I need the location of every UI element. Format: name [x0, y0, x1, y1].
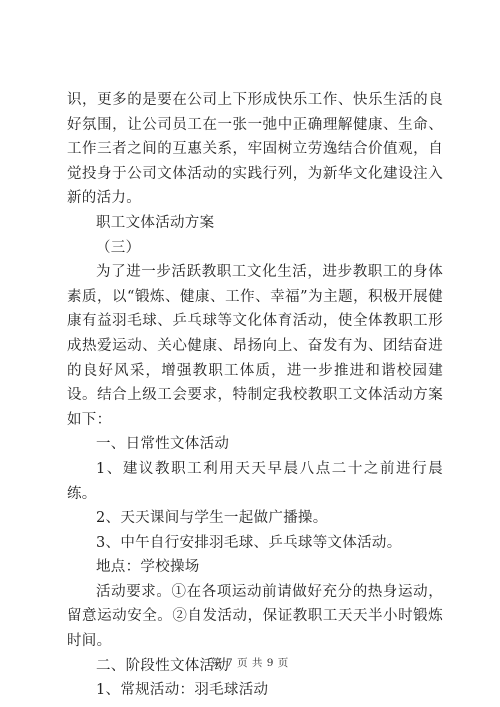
heading-daily-activities: 一、日常性文体活动	[96, 436, 230, 453]
section-number: （三）	[96, 239, 141, 256]
list-item: 3、中午自行安排羽毛球、乒乓球等文体活动。	[96, 534, 402, 551]
page-number-footer: 第 7 页 共 9 页	[211, 657, 289, 669]
paragraph-requirements: 活动要求。①在各项运动前请做好充分的热身运动，留意运动安全。②自发活动，保证教职工天天半小时锻炼时间。	[67, 583, 443, 650]
document-body	[67, 88, 443, 703]
location-line: 地点：学校操场	[96, 559, 200, 576]
paragraph-purpose: 为了进一步活跃教职工文化生活，进步教职工的身体素质，以“锻炼、健康、工作、幸福”为主题，积极开展健康有益羽毛球、乒乓球等文化体育活动，使全体教职工形成热爱运动、关心健康、昂扬向上、奋发有为、团结奋进的良好风采，增强教职工体质，进一步推进和谐校园建设。结合上级工会要求，特制定我校教职工文体活动方案如下：	[67, 264, 443, 428]
section-title: 职工文体活动方案	[96, 214, 215, 231]
list-item: 1、建议教职工利用天天早晨八点二十之前进行晨练。	[67, 460, 443, 502]
heading-periodic-activities: 二、阶段性文体活动	[96, 657, 230, 674]
list-item: 1、常规活动：羽毛球活动	[96, 682, 269, 699]
list-item: 2、天天课间与学生一起做广播操。	[96, 510, 328, 527]
paragraph-intro-continuation: 识，更多的是要在公司上下形成快乐工作、快乐生活的良好氛围，让公司员工在一张一弛中正确理解健康、生命、工作三者之间的互惠关系，牢固树立劳逸结合价值观，自觉投身于公司文体活动的实践行列，为新华文化建设注入新的活力。	[67, 92, 443, 207]
